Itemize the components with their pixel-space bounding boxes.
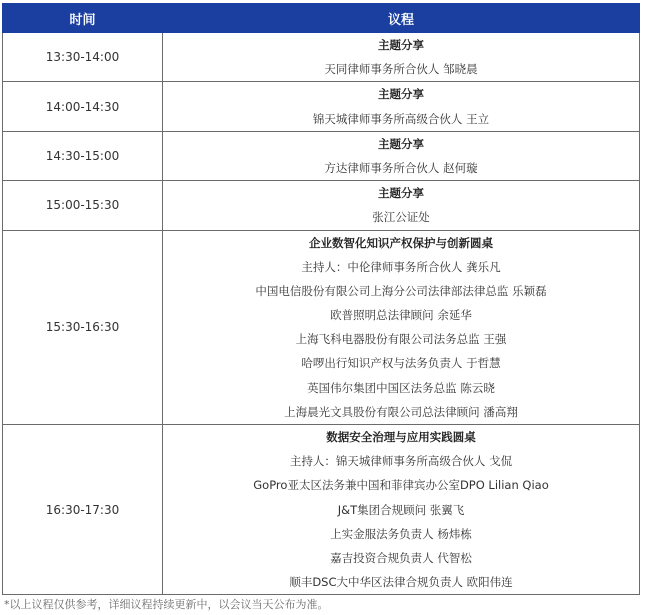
session-time: 14:30-15:00 (45, 148, 120, 163)
session-topic: 企业数智化知识产权保护与创新圆桌 (309, 235, 493, 250)
session-time-cell (3, 131, 163, 180)
footnote: *以上议程仅供参考，详细议程持续更新中，以会议当天公布为准。 (4, 598, 329, 611)
session-speaker: GoPro亚太区法务兼中国和菲律宾办公室DPO Lilian Qiao (253, 478, 549, 493)
header-time: 时间 (3, 4, 163, 33)
session-speaker: 欧普照明总法律顾问 余延华 (330, 308, 472, 323)
session-speaker: 天同律师事务所合伙人 邹晓晨 (324, 62, 478, 77)
session-speaker: 张江公证处 (372, 210, 430, 225)
session-speaker: 嘉吉投资合规负责人 代智松 (330, 550, 472, 565)
agenda-row (3, 181, 640, 230)
session-agenda-cell (163, 33, 640, 82)
session-time: 16:30-17:30 (45, 502, 120, 517)
session-agenda-cell (163, 82, 640, 131)
session-topic: 主题分享 (378, 186, 424, 201)
session-agenda-cell (163, 425, 640, 595)
session-speaker: 上海晨光文具股份有限公司总法律顾问 潘高翔 (284, 404, 518, 419)
session-time-cell (3, 82, 163, 131)
session-time: 15:00-15:30 (45, 198, 120, 213)
agenda-row (3, 230, 640, 425)
session-time: 14:00-14:30 (45, 99, 120, 114)
agenda-body (3, 33, 640, 595)
agenda-table (2, 3, 640, 595)
session-speaker: 主持人：锦天城律师事务所高级合伙人 戈侃 (289, 454, 513, 469)
agenda-row (3, 82, 640, 131)
session-topic: 数据安全治理与应用实践圆桌 (326, 430, 476, 444)
session-speaker: 锦天城律师事务所高级合伙人 王立 (312, 111, 490, 126)
header-agenda: 议程 (163, 4, 640, 33)
session-speaker: 主持人：中伦律师事务所合伙人 龚乐凡 (301, 259, 501, 274)
session-speaker: 上实金服法务负责人 杨炜栋 (330, 526, 472, 541)
session-time-cell (3, 425, 163, 595)
session-speaker: 哈啰出行知识产权与法务负责人 于哲慧 (301, 356, 501, 371)
session-speaker: 顺丰DSC大中华区法律合规负责人 欧阳伟连 (289, 575, 513, 590)
agenda-row (3, 131, 640, 180)
session-topic: 主题分享 (378, 87, 424, 102)
session-speaker: 中国电信股份有限公司上海分公司法律部法律总监 乐颖磊 (255, 283, 547, 298)
agenda-header-row (3, 4, 640, 33)
session-speaker: 方达律师事务所合伙人 赵何璇 (324, 160, 478, 175)
agenda-row (3, 425, 640, 595)
session-time-cell (3, 230, 163, 425)
session-topic: 主题分享 (378, 136, 424, 151)
session-time-cell (3, 33, 163, 82)
session-agenda-cell (163, 181, 640, 230)
session-time-cell (3, 181, 163, 230)
session-speaker: 英国伟尔集团中国区法务总监 陈云晓 (307, 380, 495, 395)
session-speaker: J&T集团合规顾问 张翼飞 (337, 502, 465, 517)
session-agenda-cell (163, 131, 640, 180)
session-time: 15:30-16:30 (45, 320, 120, 335)
session-agenda-cell (163, 230, 640, 425)
session-speaker: 上海飞科电器股份有限公司法务总监 王强 (295, 332, 507, 347)
session-time: 13:30-14:00 (45, 50, 120, 65)
session-topic: 主题分享 (378, 38, 424, 52)
agenda-row (3, 33, 640, 82)
